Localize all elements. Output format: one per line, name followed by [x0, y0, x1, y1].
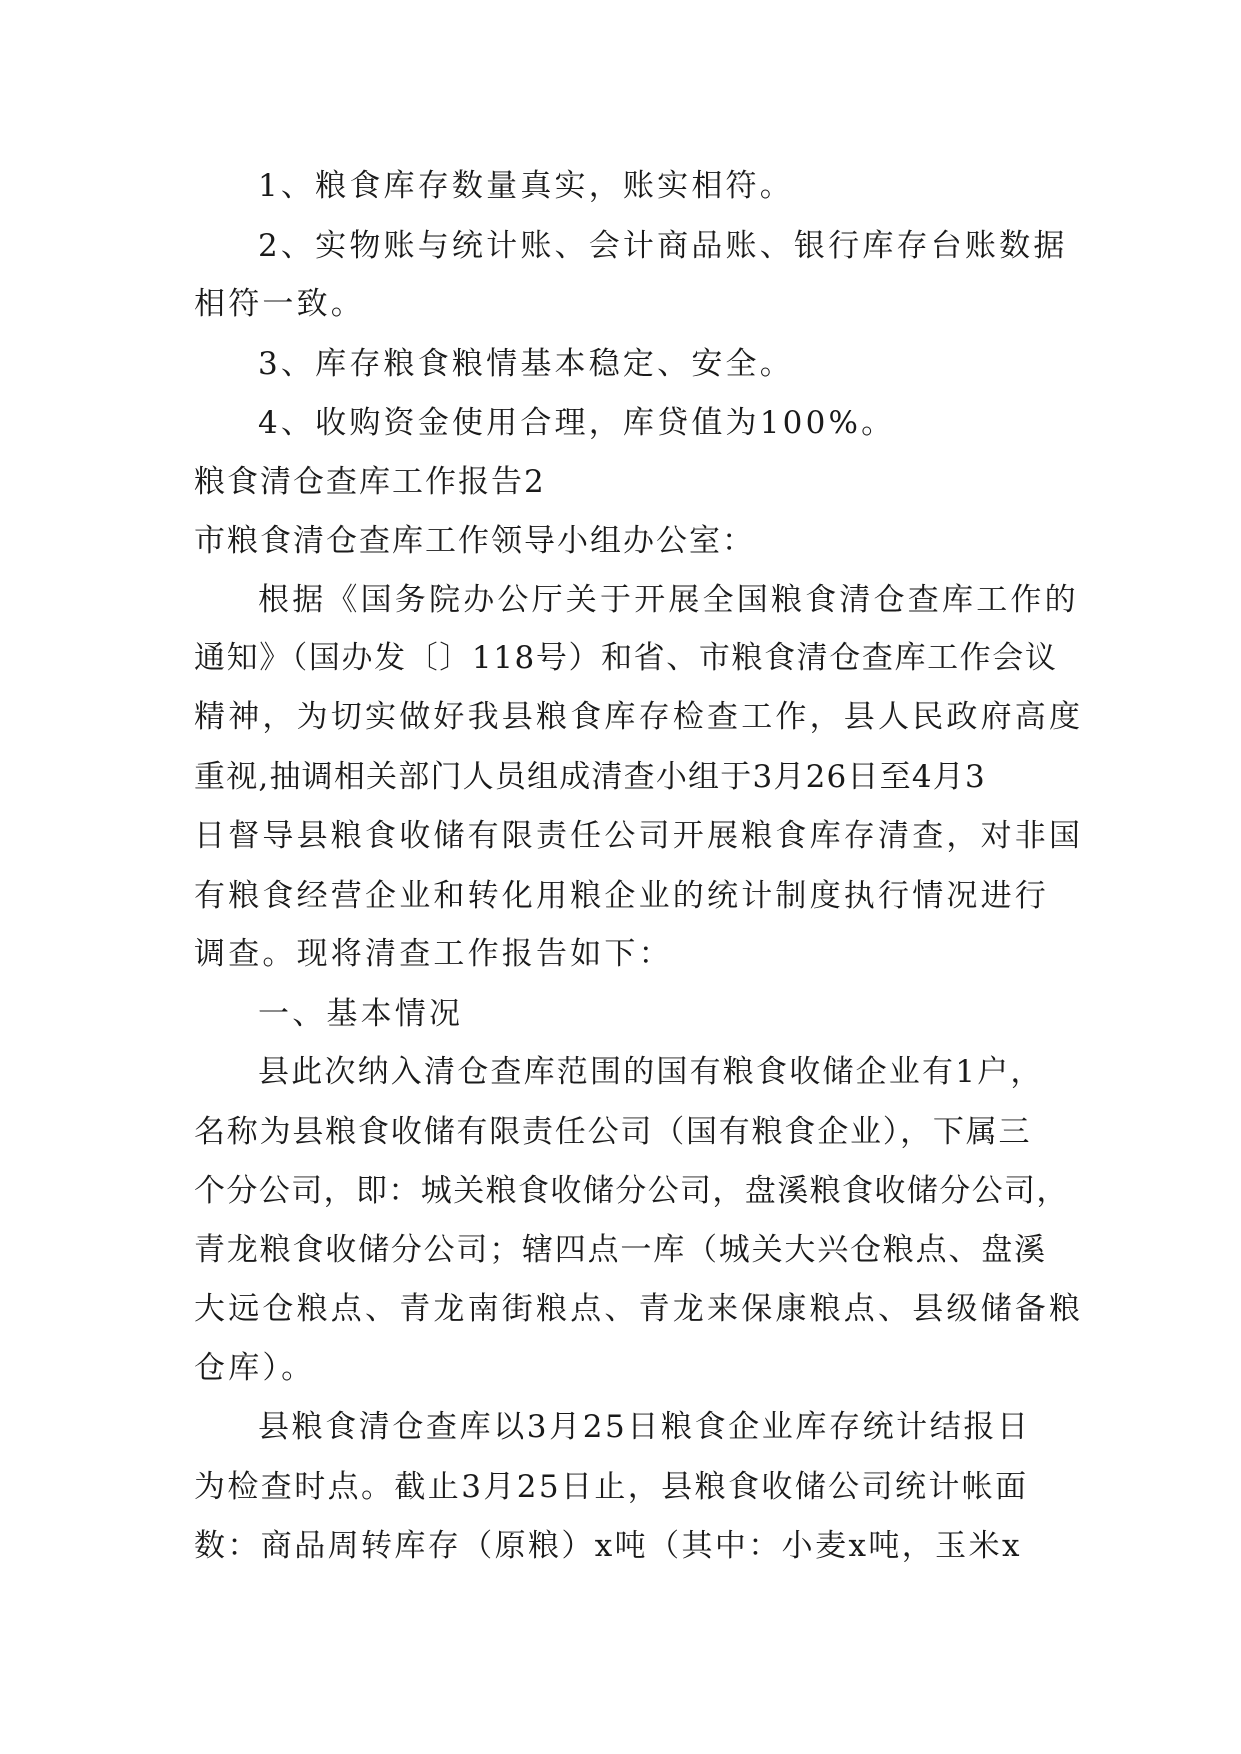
- paragraph-line: 仓库）。: [194, 1350, 316, 1386]
- list-item-3: 3、库存粮食粮情基本稳定、安全。: [258, 346, 794, 382]
- paragraph-line: 精神，为切实做好我县粮食库存检查工作，县人民政府高度: [194, 699, 1084, 735]
- list-item-2-continued: 相符一致。: [194, 286, 365, 322]
- paragraph-line: 根据《国务院办公厅关于开展全国粮食清仓查库工作的: [258, 582, 1079, 618]
- paragraph-line: 个分公司，即：城关粮食收储分公司，盘溪粮食收储分公司，: [194, 1173, 1069, 1209]
- paragraph-line: 数：商品周转库存（原粮）x吨（其中：小麦x吨，玉米x: [194, 1528, 1022, 1564]
- paragraph-line: 名称为县粮食收储有限责任公司（国有粮食企业），下属三: [194, 1114, 1032, 1150]
- list-item-2: 2、实物账与统计账、会计商品账、银行库存台账数据: [258, 228, 1068, 264]
- list-item-4: 4、收购资金使用合理，库贷值为100%。: [258, 405, 896, 441]
- paragraph-line: 为检查时点。截止3月25日止，县粮食收储公司统计帐面: [194, 1469, 1029, 1505]
- addressee: 市粮食清仓查库工作领导小组办公室：: [194, 523, 755, 559]
- paragraph-line: 大远仓粮点、青龙南街粮点、青龙来保康粮点、县级储备粮: [194, 1291, 1084, 1327]
- paragraph-line: 县此次纳入清仓查库范围的国有粮食收储企业有1户，: [258, 1054, 1044, 1090]
- paragraph-line: 重视,抽调相关部门人员组成清查小组于3月26日至4月3: [194, 759, 986, 795]
- paragraph-line: 日督导县粮食收储有限责任公司开展粮食库存清查，对非国: [194, 818, 1084, 854]
- section-heading: 一、基本情况: [258, 996, 464, 1032]
- paragraph-line: 青龙粮食收储分公司；辖四点一库（城关大兴仓粮点、盘溪: [194, 1232, 1047, 1268]
- paragraph-line: 调查。现将清查工作报告如下：: [194, 936, 673, 972]
- paragraph-line: 通知》（国办发〔〕118号）和省、市粮食清仓查库工作会议: [194, 640, 1058, 676]
- report-title: 粮食清仓查库工作报告2: [194, 464, 546, 500]
- paragraph-line: 有粮食经营企业和转化用粮企业的统计制度执行情况进行: [194, 878, 1049, 914]
- paragraph-line: 县粮食清仓查库以3月25日粮食企业库存统计结报日: [258, 1409, 1031, 1445]
- list-item-1: 1、粮食库存数量真实，账实相符。: [258, 168, 794, 204]
